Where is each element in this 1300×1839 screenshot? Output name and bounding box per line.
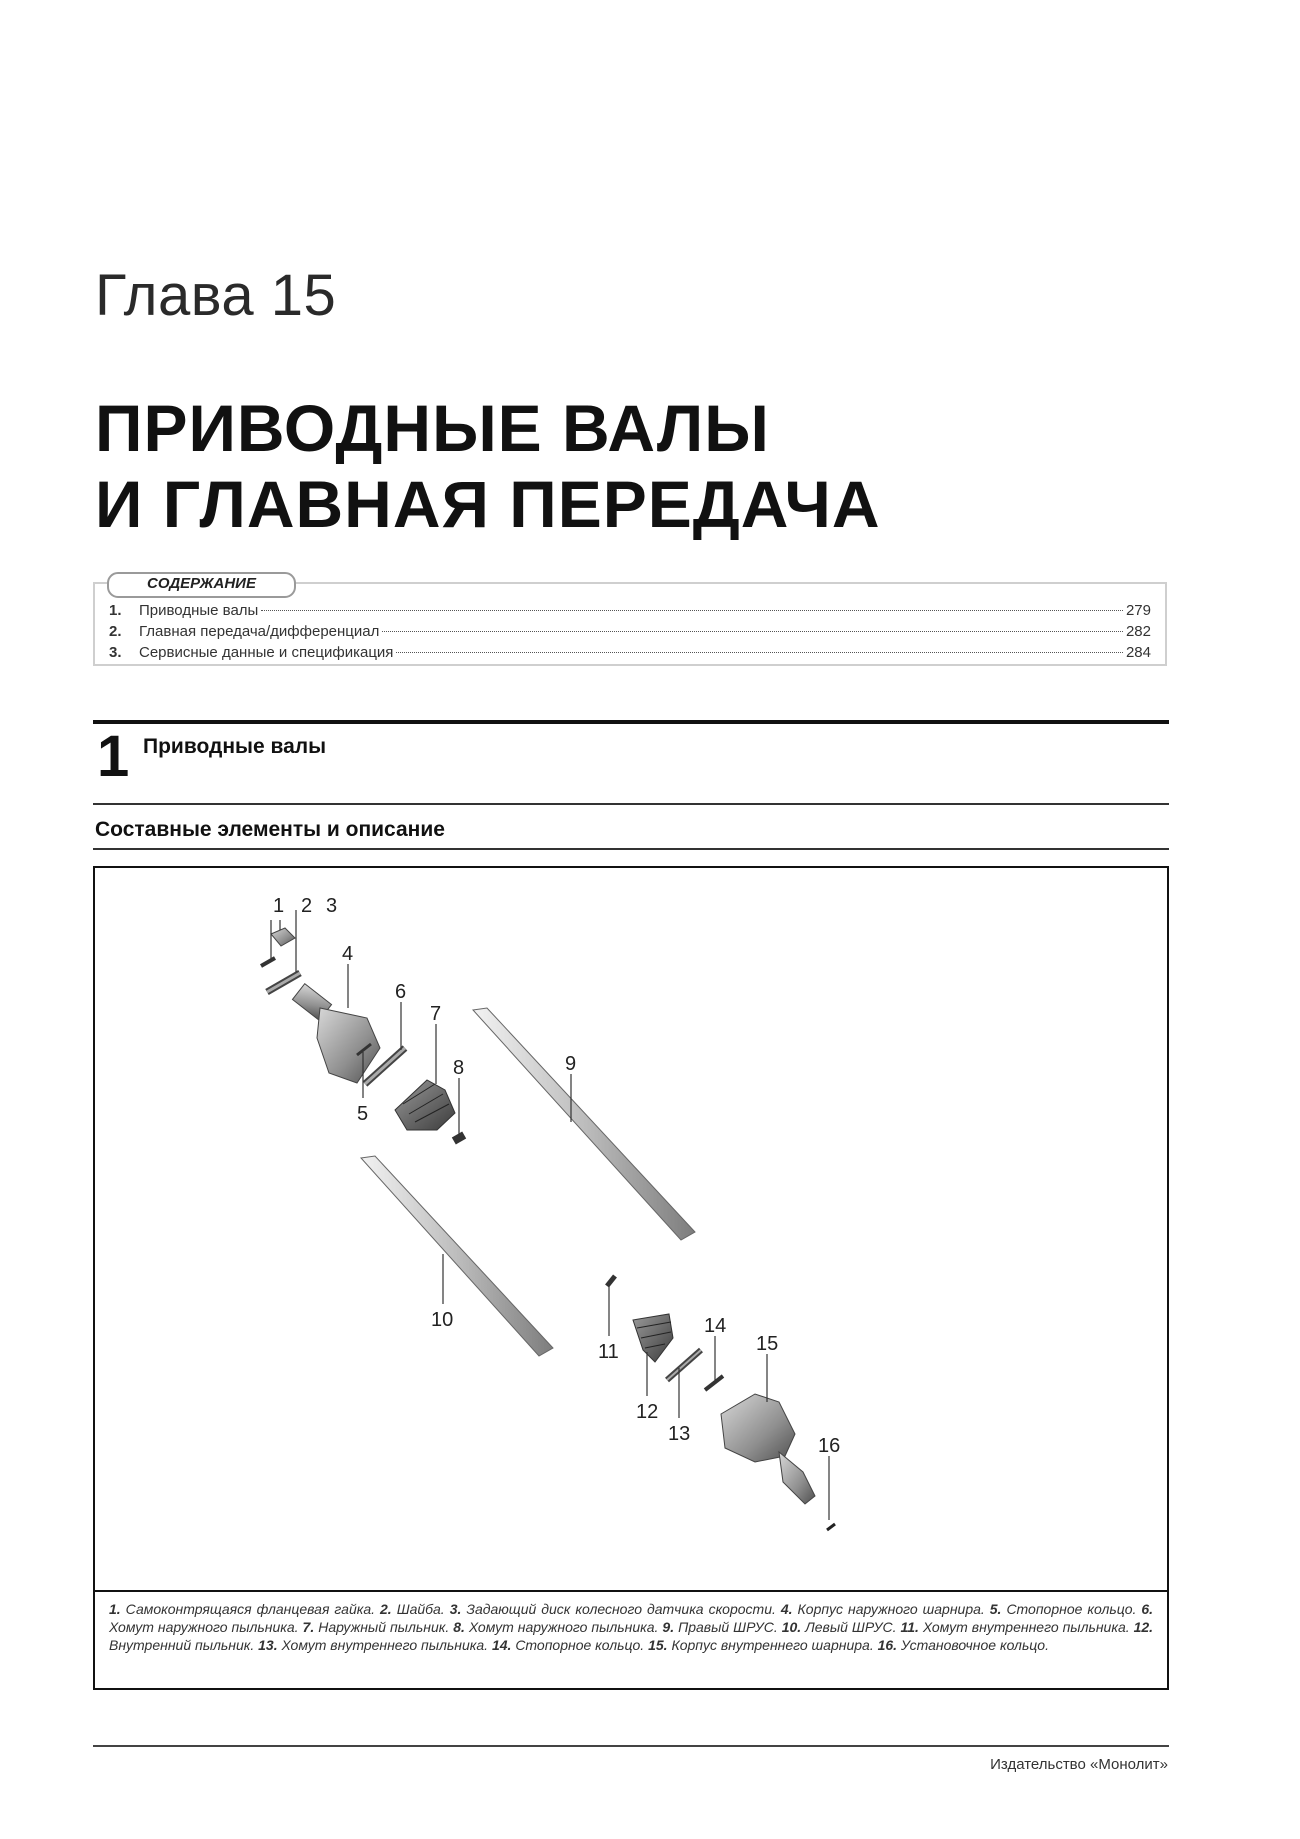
part-tone-ring bbox=[267, 973, 300, 992]
toc-item-title: Сервисные данные и спецификация bbox=[139, 644, 394, 661]
part-washer bbox=[261, 958, 275, 966]
part-outer-boot bbox=[395, 1080, 455, 1130]
toc-leader-dots bbox=[382, 631, 1123, 632]
caption-num: 8. bbox=[453, 1619, 465, 1635]
chapter-title-line-1: ПРИВОДНЫЕ ВАЛЫ bbox=[95, 391, 770, 465]
toc-item-number: 2. bbox=[109, 623, 122, 640]
subsection-title: Составные элементы и описание bbox=[95, 818, 445, 841]
caption-text: Корпус внутреннего шарнира. bbox=[671, 1637, 874, 1653]
caption-num: 2. bbox=[380, 1601, 392, 1617]
caption-text: Самоконтрящаяся фланцевая гайка. bbox=[125, 1601, 376, 1617]
toc-item[interactable] bbox=[109, 623, 1151, 644]
callout-11: 11 bbox=[598, 1341, 619, 1363]
part-inner-joint-housing bbox=[721, 1394, 815, 1504]
caption-num: 15. bbox=[648, 1637, 668, 1653]
part-inner-boot-clamp-small bbox=[667, 1350, 701, 1380]
callout-3: 3 bbox=[326, 895, 338, 917]
part-flange-nut bbox=[271, 928, 295, 946]
caption-text: Хомут внутреннего пыльника. bbox=[922, 1619, 1130, 1635]
caption-num: 4. bbox=[780, 1601, 793, 1617]
callout-12: 12 bbox=[636, 1401, 659, 1423]
caption-num: 5. bbox=[989, 1601, 1002, 1617]
publisher-name: Издательство «Монолит» bbox=[990, 1756, 1168, 1773]
toc-heading: СОДЕРЖАНИЕ bbox=[107, 572, 296, 598]
part-set-ring bbox=[827, 1524, 835, 1530]
caption-num: 3. bbox=[449, 1601, 462, 1617]
callout-16: 16 bbox=[818, 1435, 841, 1457]
toc-item-page: 279 bbox=[1125, 602, 1151, 619]
caption-text: Установочное кольцо. bbox=[900, 1637, 1049, 1653]
section-number: 1 bbox=[97, 724, 130, 789]
caption-text: Шайба. bbox=[396, 1601, 445, 1617]
callout-4: 4 bbox=[342, 943, 354, 965]
section-bottom-rule bbox=[93, 803, 1169, 805]
chapter-title bbox=[95, 390, 880, 542]
part-left-shaft bbox=[361, 1156, 553, 1356]
caption-text: Стопорное кольцо. bbox=[1006, 1601, 1137, 1617]
caption-text: Внутренний пыльник. bbox=[109, 1637, 255, 1653]
part-inner-snap-ring bbox=[705, 1376, 723, 1390]
callout-10: 10 bbox=[431, 1309, 454, 1331]
caption-text: Хомут внутреннего пыльника. bbox=[281, 1637, 489, 1653]
chapter-title-line-2: И ГЛАВНАЯ ПЕРЕДАЧА bbox=[95, 467, 881, 541]
toc-leader-dots bbox=[261, 610, 1123, 611]
caption-text: Корпус наружного шарнира. bbox=[797, 1601, 985, 1617]
toc-item-number: 1. bbox=[109, 602, 122, 619]
chapter-label: Глава 15 bbox=[95, 263, 337, 328]
caption-num: 9. bbox=[662, 1619, 675, 1635]
section-title: Приводные валы bbox=[143, 735, 327, 758]
caption-text: Наружный пыльник. bbox=[318, 1619, 450, 1635]
callout-15: 15 bbox=[756, 1333, 779, 1355]
figure-caption bbox=[109, 1600, 1153, 1654]
caption-text: Правый ШРУС. bbox=[678, 1619, 778, 1635]
caption-num: 11. bbox=[900, 1619, 919, 1635]
part-right-shaft bbox=[473, 1008, 695, 1240]
callout-5: 5 bbox=[357, 1103, 369, 1125]
footer-rule bbox=[93, 1745, 1169, 1747]
callout-1: 1 bbox=[273, 895, 285, 917]
caption-text: Левый ШРУС. bbox=[805, 1619, 897, 1635]
callout-8: 8 bbox=[453, 1057, 465, 1079]
caption-text: Хомут наружного пыльника. bbox=[468, 1619, 659, 1635]
caption-num: 7. bbox=[302, 1619, 315, 1635]
part-inner-boot-clamp-large bbox=[607, 1276, 615, 1286]
caption-num: 12. bbox=[1133, 1619, 1154, 1635]
caption-num: 1. bbox=[109, 1601, 121, 1617]
callout-2: 2 bbox=[301, 895, 313, 917]
figure-caption-separator bbox=[95, 1590, 1167, 1592]
toc-item-number: 3. bbox=[109, 644, 122, 661]
toc-item-title: Приводные валы bbox=[139, 602, 259, 619]
caption-text: Хомут наружного пыльника. bbox=[109, 1619, 299, 1635]
caption-num: 16. bbox=[877, 1637, 898, 1653]
exploded-diagram bbox=[95, 868, 1167, 1588]
toc-leader-dots bbox=[396, 652, 1123, 653]
caption-num: 10. bbox=[781, 1619, 802, 1635]
caption-num: 6. bbox=[1141, 1601, 1154, 1617]
caption-num: 14. bbox=[491, 1637, 512, 1653]
toc-list bbox=[109, 602, 1151, 665]
section-top-rule bbox=[93, 720, 1169, 724]
part-outer-joint-housing bbox=[292, 984, 380, 1083]
toc-item[interactable] bbox=[109, 644, 1151, 665]
toc-item-title: Главная передача/дифференциал bbox=[139, 623, 380, 640]
toc-item-page: 284 bbox=[1125, 644, 1151, 661]
callout-9: 9 bbox=[565, 1053, 577, 1075]
toc-item-page: 282 bbox=[1125, 623, 1151, 640]
caption-num: 13. bbox=[258, 1637, 278, 1653]
caption-text: Стопорное кольцо. bbox=[515, 1637, 645, 1653]
callout-14: 14 bbox=[704, 1315, 727, 1337]
subsection-rule bbox=[93, 848, 1169, 850]
callout-6: 6 bbox=[395, 981, 407, 1003]
toc-item[interactable] bbox=[109, 602, 1151, 623]
caption-text: Задающий диск колесного датчика скорости. bbox=[466, 1601, 776, 1617]
exploded-diagram-figure bbox=[93, 866, 1169, 1690]
callout-13: 13 bbox=[668, 1423, 691, 1445]
callout-7: 7 bbox=[430, 1003, 442, 1025]
table-of-contents bbox=[93, 575, 1167, 666]
part-inner-boot bbox=[633, 1314, 673, 1362]
